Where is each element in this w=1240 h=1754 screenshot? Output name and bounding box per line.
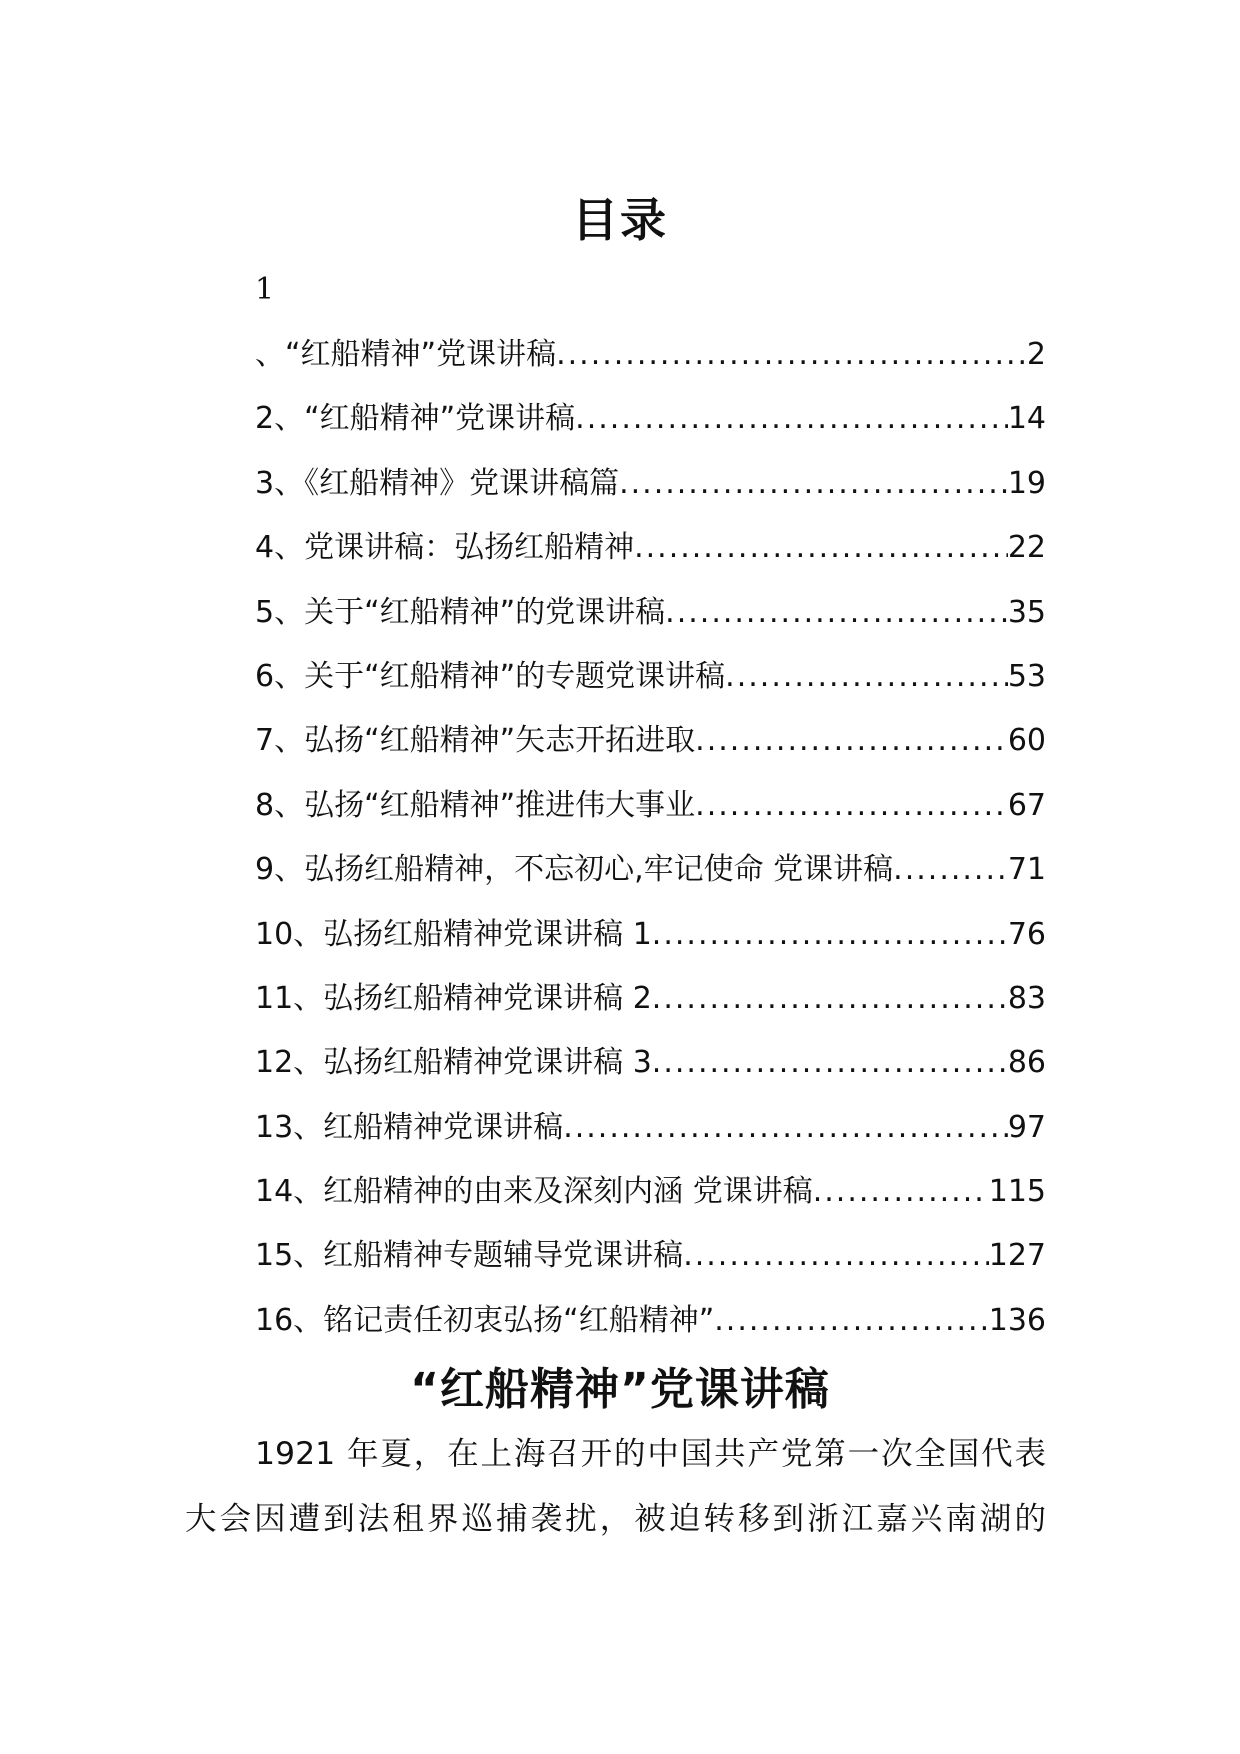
toc-dot-leader [619,452,1008,516]
toc-entry[interactable] [255,709,1046,773]
paragraph-line: 大会因遭到法租界巡捕袭扰，被迫转移到浙江嘉兴南湖的 [185,1501,1046,1537]
toc-page-number: 115 [988,1174,1046,1210]
toc-entry-title: 、“红船精神”党课讲稿 [255,337,557,372]
toc-page-number: 35 [1007,594,1046,630]
toc-dot-leader [893,838,1008,902]
toc-entry-title: 16、铭记责任初衷弘扬“红船精神” [255,1302,715,1338]
paragraph-line: 1921 年夏，在上海召开的中国共产党第一次全国代表 [255,1436,1046,1472]
toc-entry-title: 13、红船精神党课讲稿 [255,1109,564,1145]
toc-entry-title: 11、弘扬红船精神党课讲稿 2 [255,980,652,1016]
toc-dot-leader [634,516,1008,580]
toc-dot-leader [575,387,1008,451]
toc-page-number: 136 [988,1302,1046,1338]
toc-entry-title: 15、红船精神专题辅导党课讲稿 [255,1238,684,1274]
toc-page-number: 2 [1026,337,1046,372]
toc-dot-leader [714,1289,988,1353]
toc-entry[interactable] [255,387,1046,451]
toc-entry[interactable] [255,1224,1046,1288]
toc-entry-title: 8、弘扬“红船精神”推进伟大事业 [255,787,696,823]
toc-entry[interactable] [255,838,1046,902]
toc-entry[interactable] [255,1031,1046,1095]
toc-page-number: 97 [1007,1109,1046,1145]
toc-entry-title: 3、《红船精神》党课讲稿篇 [255,465,620,501]
toc-dot-leader [725,645,1008,709]
toc-entry[interactable] [255,903,1046,967]
toc-page-number: 76 [1007,916,1046,952]
toc-dot-leader [813,1160,989,1224]
toc-page-number: 53 [1007,658,1046,694]
toc-entry[interactable] [255,1289,1046,1353]
toc-entry[interactable] [255,645,1046,709]
toc-dot-leader [652,903,1008,967]
toc-first-number: 1 [255,272,275,307]
toc-entry-title: 6、关于“红船精神”的专题党课讲稿 [255,658,726,694]
toc-entry-title: 10、弘扬红船精神党课讲稿 1 [255,916,652,952]
toc-page-number: 14 [1007,401,1046,437]
toc-entry[interactable] [255,516,1046,580]
table-of-contents [255,323,1046,1353]
toc-entry[interactable] [255,323,1046,387]
toc-entry-title: 7、弘扬“红船精神”矢志开拓进取 [255,723,696,759]
toc-dot-leader [695,774,1008,838]
toc-dot-leader [683,1224,989,1288]
section-heading: “红船精神”党课讲稿 [410,1364,830,1415]
toc-entry-title: 12、弘扬红船精神党课讲稿 3 [255,1045,652,1081]
toc-page-number: 19 [1007,465,1046,501]
body-paragraph [185,1422,1046,1552]
toc-page-number: 22 [1007,530,1046,566]
toc-page-number: 83 [1007,980,1046,1016]
toc-entry-title: 5、关于“红船精神”的党课讲稿 [255,594,666,630]
toc-entry[interactable] [255,581,1046,645]
toc-page-number: 86 [1007,1045,1046,1081]
page-title: 目录 [572,193,668,247]
toc-dot-leader [563,1096,1008,1160]
toc-entry-title: 14、红船精神的由来及深刻内涵 党课讲稿 [255,1174,813,1210]
toc-page-number: 60 [1007,723,1046,759]
toc-entry[interactable] [255,1096,1046,1160]
toc-entry[interactable] [255,1160,1046,1224]
toc-entry-title: 4、党课讲稿：弘扬红船精神 [255,530,635,566]
toc-dot-leader [652,967,1008,1031]
toc-dot-leader [695,709,1008,773]
toc-entry-title: 2、“红船精神”党课讲稿 [255,401,576,437]
toc-entry[interactable] [255,452,1046,516]
toc-dot-leader [556,323,1027,387]
toc-entry-title: 9、弘扬红船精神，不忘初心,牢记使命 党课讲稿 [255,852,894,888]
toc-page-number: 127 [988,1238,1046,1274]
toc-entry[interactable] [255,774,1046,838]
toc-dot-leader [665,581,1008,645]
toc-entry[interactable] [255,967,1046,1031]
toc-page-number: 71 [1007,852,1046,888]
toc-page-number: 67 [1007,787,1046,823]
toc-dot-leader [652,1031,1008,1095]
